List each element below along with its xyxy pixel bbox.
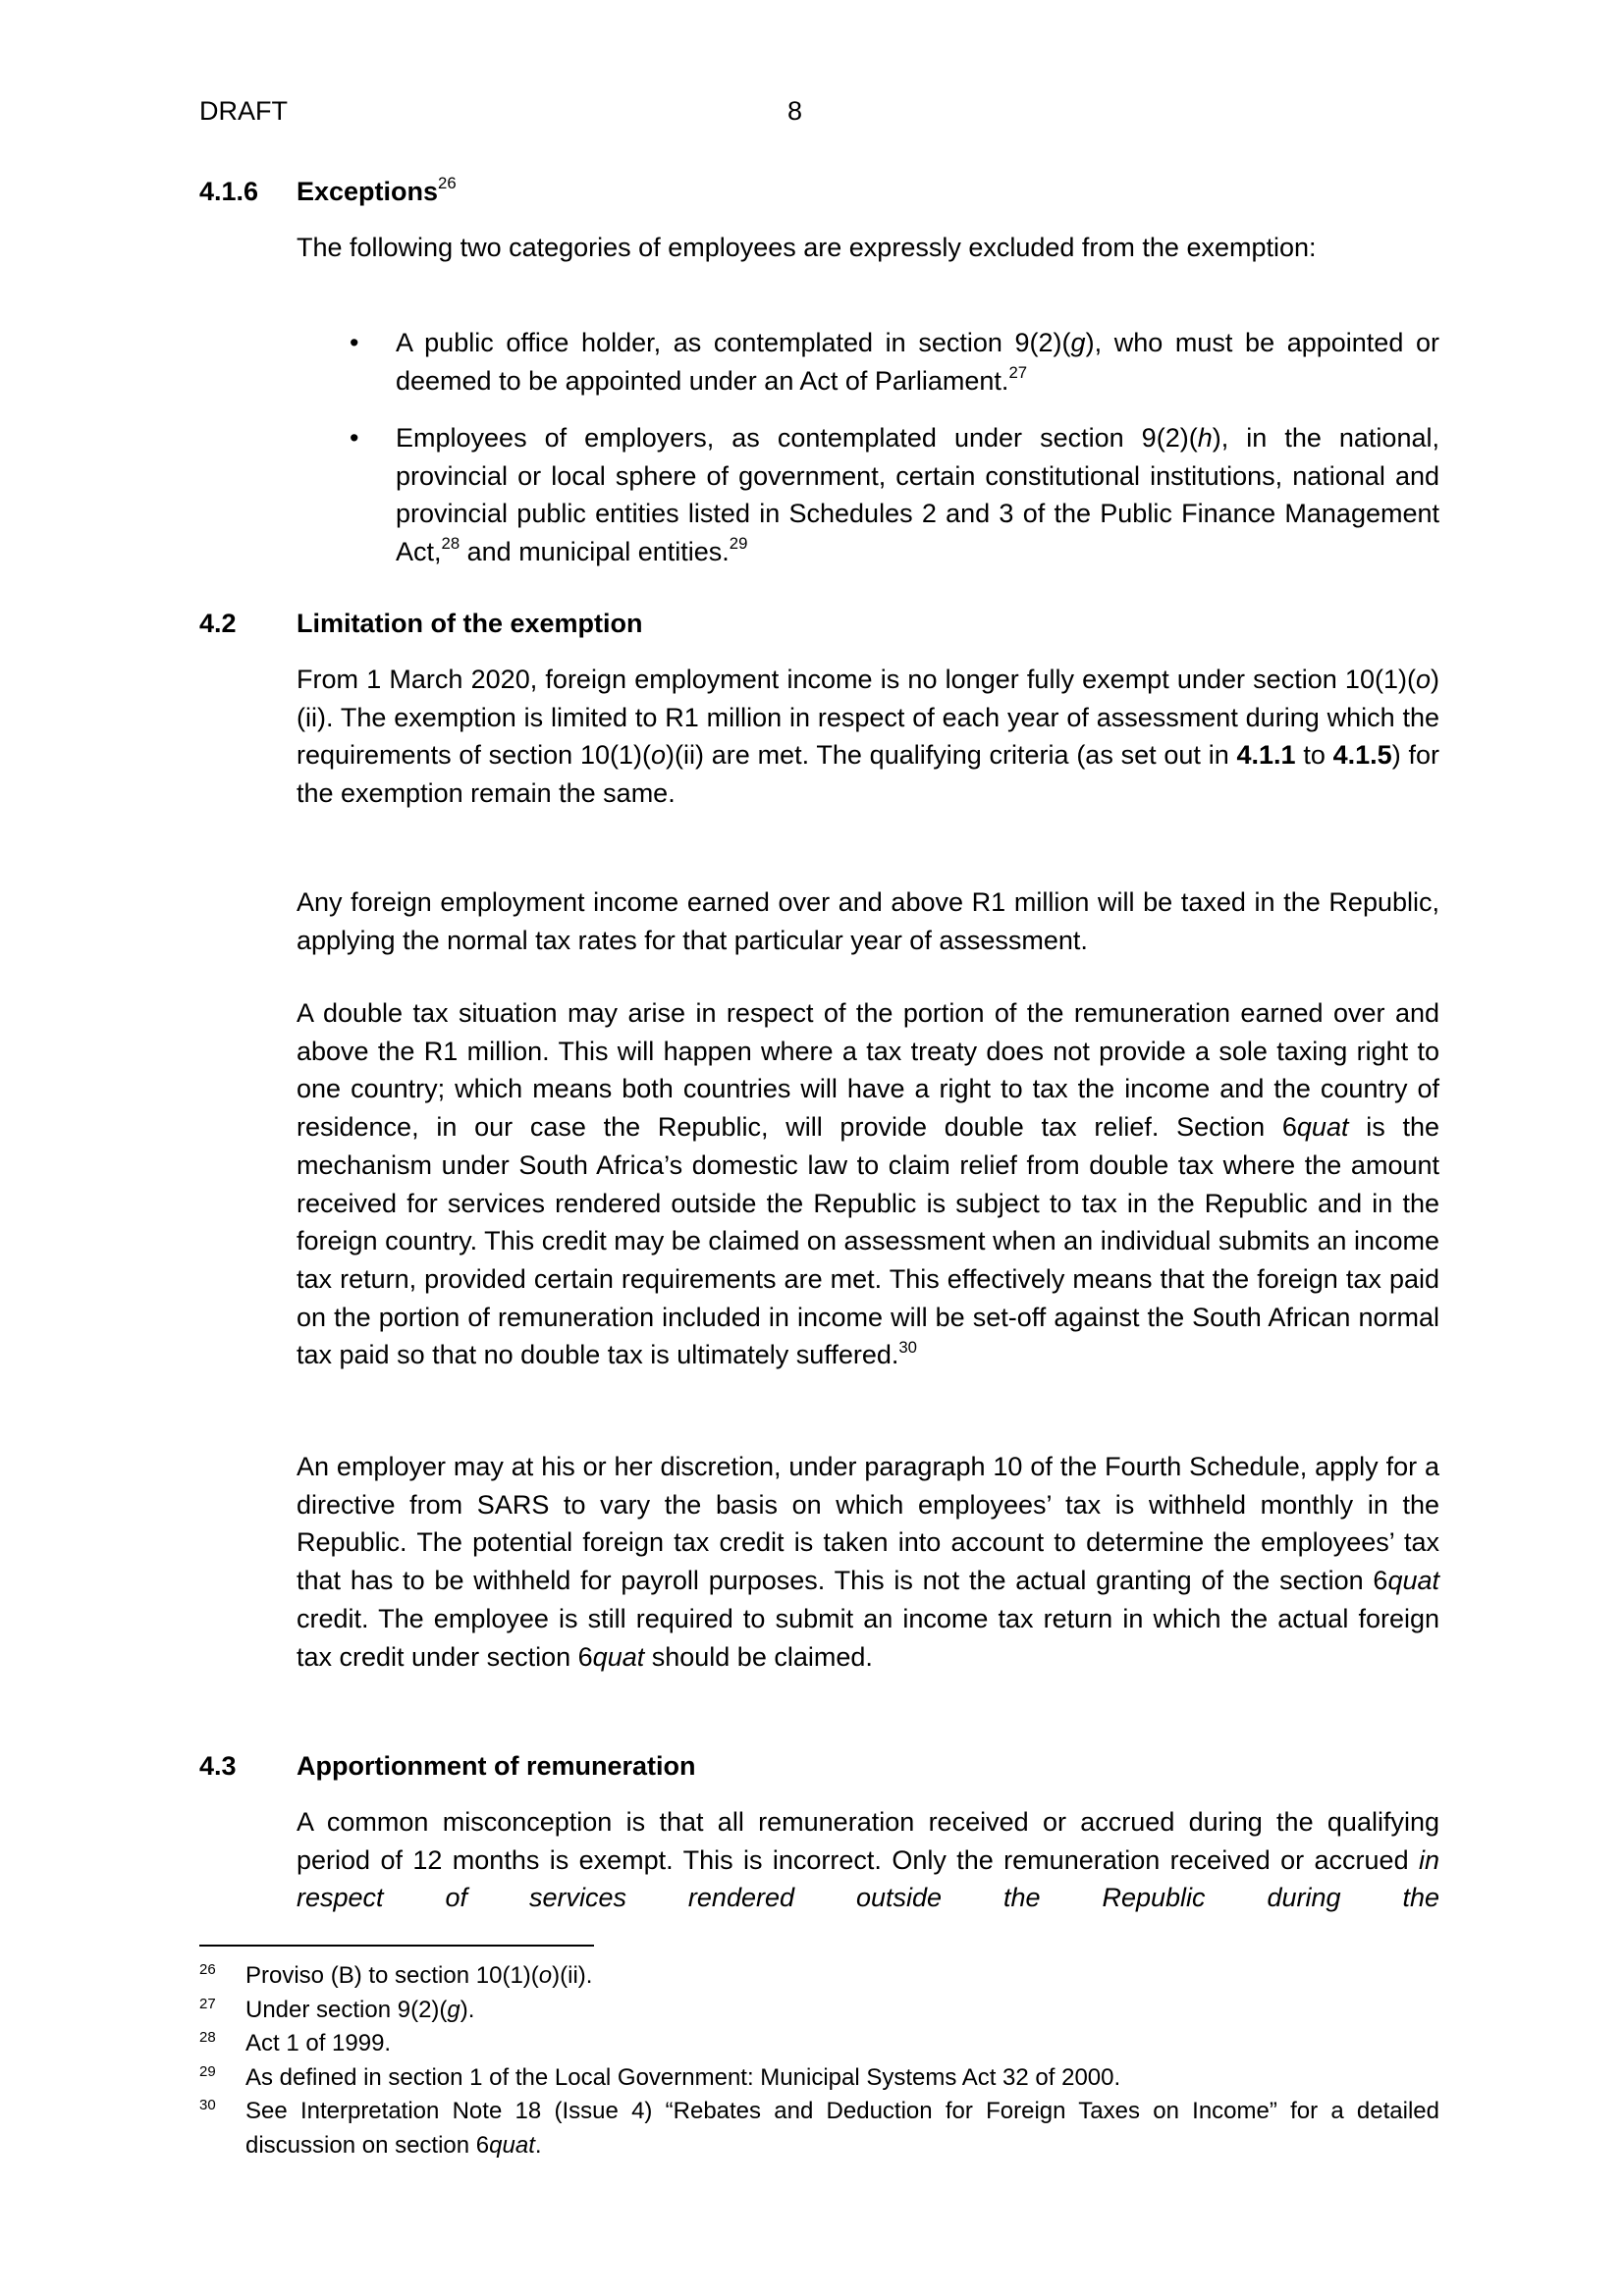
double-tax-paragraph [297, 994, 1439, 1374]
paragraph-text [297, 1448, 1439, 1676]
text-run: and municipal entities. [460, 537, 730, 567]
section-title-limitation: Limitation of the exemption [297, 609, 643, 638]
bullet-icon: • [350, 328, 359, 357]
text-run: A double tax situation may arise in respect of the portion of the remuneration earned over and above the R1 million. This will happen where a tax treaty does not provide a sole taxing right to one country; which means both countries will have a right to tax the income and the country of residence, in our case the Republic, will provide double tax relief. Section 6 [297, 998, 1439, 1143]
section-title-apportionment: Apportionment of remuneration [297, 1751, 696, 1781]
footnote-28 [199, 2027, 1439, 2061]
text-run: From 1 March 2020, foreign employment income is no longer fully exempt under section 10(1)( [297, 665, 1416, 694]
bullet-text [396, 419, 1439, 571]
text-run: credit. The employee is still required to submit an income tax return in which the actual foreign tax credit under section 6 [297, 1603, 1439, 1672]
section-number-4-3: 4.3 [199, 1751, 237, 1781]
text-run: An employer may at his or her discretion, under paragraph 10 of the Fourth Schedule, apply for a directive from SARS to vary the basis on which employees’ tax is withheld monthly in the Republic. The potential foreign tax credit is taken into account to determine the employees’ tax that has to be withheld for payroll purposes. This is not the actual granting of the section 6 [297, 1452, 1439, 1596]
bullet-item-public-office-holder [350, 324, 1439, 400]
footnote-ref-27[interactable]: 27 [1008, 363, 1028, 383]
bullet-text [396, 324, 1439, 400]
text-run: )(ii) are met. The qualifying criteria (as set out in [666, 740, 1237, 771]
text-run: should be claimed. [644, 1641, 873, 1672]
paragraph-text: The following two categories of employees are expressly excluded from the exemption: [297, 233, 1317, 262]
text-italic: g [447, 1996, 460, 2023]
section-number-4-2: 4.2 [199, 609, 237, 638]
limitation-paragraph-2 [297, 883, 1439, 959]
footnotes [199, 1959, 1439, 2163]
paragraph-text [297, 661, 1439, 813]
footnote-ref-26[interactable]: 26 [438, 174, 457, 193]
cross-reference-4-1-5: 4.1.5 [1332, 740, 1392, 771]
text-run: Under section 9(2)( [245, 1996, 448, 2023]
apportionment-paragraph [297, 1803, 1439, 1917]
text-italic: o [651, 740, 667, 771]
text-run: ) for the exemption remain the same. [297, 740, 1439, 809]
exceptions-intro-paragraph [297, 229, 1439, 267]
footnote-ref-29[interactable]: 29 [729, 534, 748, 554]
footnote-ref-30[interactable]: 30 [898, 1337, 917, 1357]
text-italic: h [1197, 423, 1213, 453]
page-number: 8 [787, 96, 803, 126]
paragraph-text [297, 1803, 1439, 1917]
footnote-number: 29 [199, 2062, 216, 2080]
footnote-number: 27 [199, 1995, 216, 2012]
text-run: Act 1 of 1999. [245, 2030, 392, 2057]
footnote-26 [199, 1959, 1439, 1994]
text-italic: o [538, 1962, 553, 1989]
footnote-30 [199, 2095, 1439, 2163]
text-run: to [1295, 740, 1333, 771]
text-run: is the mechanism under South Africa’s domestic law to claim relief from double tax where the amount received for services rendered outside the Republic is subject to tax in the Republic and in the foreign country. This credit may be claimed on assessment when an individual submits an income tax return, provided certain requirements are met. This effectively means that the foreign tax paid on the portion of remuneration included in income will be set-off against the South African normal tax paid so that no double tax is ultimately suffered. [297, 1112, 1439, 1370]
footnote-number: 28 [199, 2029, 216, 2047]
text-italic: quat [1296, 1112, 1349, 1143]
header-draft-label: DRAFT [199, 96, 288, 126]
bullet-item-government-employees [350, 419, 1439, 572]
text-run: Employees of employers, as contemplated under section 9(2)( [396, 423, 1198, 453]
text-run: ), in the national, provincial or local sphere of government, certain constitutional institutions, national and provincial public entities listed in Schedules 2 and 3 of the Public Finance Management Act, [396, 423, 1439, 567]
text-run: ), who must be appointed or deemed to be appointed under an Act of Parliament. [396, 328, 1439, 396]
text-italic: quat [489, 2131, 535, 2159]
text-italic: o [1415, 665, 1431, 694]
limitation-paragraph-1 [297, 661, 1439, 813]
footnote-separator [199, 1945, 594, 1947]
text-run: ). [460, 1996, 475, 2023]
footnote-29 [199, 2061, 1439, 2096]
footnote-text [245, 2061, 1439, 2096]
text-run: . [534, 2131, 542, 2159]
text-italic: in respect of services rendered outside the Republic during the [297, 1844, 1439, 1913]
text-run: A common misconception is that all remuneration received or accrued during the qualifying period of 12 months is exempt. This is incorrect. Only the remuneration received or accrued [297, 1807, 1439, 1875]
cross-reference-4-1-1: 4.1.1 [1236, 740, 1296, 771]
text-run: See Interpretation Note 18 (Issue 4) “Rebates and Deduction for Foreign Taxes on Income” for a detailed discussion on section 6 [245, 2098, 1439, 2159]
footnote-text [245, 2027, 1439, 2061]
footnote-number: 30 [199, 2097, 216, 2114]
footnote-text [245, 2095, 1439, 2163]
footnote-number: 26 [199, 1961, 216, 1978]
text-run: As defined in section 1 of the Local Government: Municipal Systems Act 32 of 2000. [245, 2063, 1121, 2091]
text-run: A public office holder, as contemplated in section 9(2)( [396, 328, 1071, 357]
text-italic: quat [592, 1641, 645, 1672]
bullet-icon: • [350, 423, 359, 453]
section-title-exceptions [297, 174, 457, 207]
text-run: )(ii). [552, 1962, 593, 1989]
text-italic: quat [1387, 1566, 1439, 1596]
employer-directive-paragraph [297, 1448, 1439, 1676]
paragraph-text [297, 994, 1439, 1374]
text-run: Proviso (B) to section 10(1)( [245, 1962, 539, 1989]
footnote-text [245, 1994, 1439, 2028]
paragraph-text: Any foreign employment income earned over and above R1 million will be taxed in the Republic, applying the normal tax rates for that particular year of assessment. [297, 887, 1439, 955]
footnote-text [245, 1959, 1439, 1994]
section-number-4-1-6: 4.1.6 [199, 177, 259, 206]
text-italic: g [1070, 328, 1086, 357]
footnote-27 [199, 1994, 1439, 2028]
text-run: )(ii). The exemption is limited to R1 million in respect of each year of assessment during which the requirements of section 10(1)( [297, 665, 1439, 771]
heading-text: Exceptions [297, 177, 439, 206]
footnote-ref-28[interactable]: 28 [441, 534, 460, 554]
